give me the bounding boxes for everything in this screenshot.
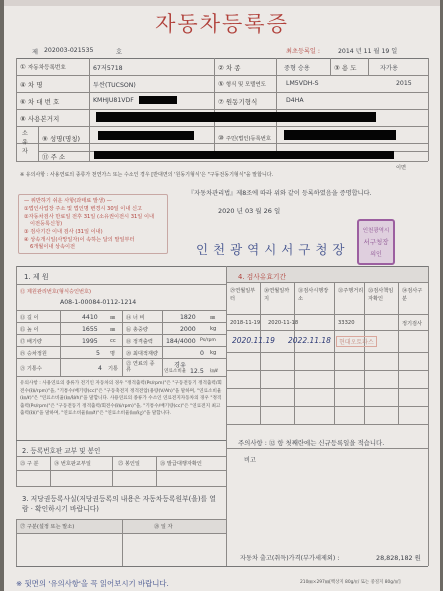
remarks-label: 비고 bbox=[244, 457, 256, 464]
eff-label: 연료소비율 bbox=[164, 369, 187, 374]
issue-date: 2020 년 03 월 26 일 bbox=[218, 207, 281, 215]
redacted-owner-id bbox=[284, 130, 396, 140]
width-value: 1820 bbox=[180, 314, 196, 321]
label-owner-name: ⑨ 성명(명칭) bbox=[42, 135, 81, 143]
insp-col-place: ㉛검사시행장소 bbox=[298, 288, 329, 302]
insp-col-mileage: ㉜주행거리 bbox=[338, 288, 364, 294]
width-unit: ㎜ bbox=[210, 315, 216, 321]
top-bar bbox=[4, 0, 440, 6]
price-value: 28,828,182 원 bbox=[376, 554, 421, 562]
sec2-col-seal-date: ㉕ 봉인일 bbox=[118, 461, 140, 467]
official-seal bbox=[357, 219, 395, 265]
cyl-label: ㉑ 기통수 bbox=[20, 366, 42, 372]
insp-row1-to: 2020-11-18 bbox=[268, 320, 299, 326]
first-reg-date: 2014 년 11 월 19 일 bbox=[338, 48, 398, 55]
price-label: 자동차 출고(취득)가격(부가세제외) : bbox=[240, 555, 340, 562]
seat-value: 5 bbox=[96, 350, 100, 357]
length-unit: ㎜ bbox=[110, 315, 116, 321]
gross-unit: kg bbox=[210, 326, 217, 332]
label-address: ⑪ 주 소 bbox=[42, 153, 66, 161]
mgmt-label: ⑫ 제원관리번호(형식승인번호) bbox=[20, 289, 92, 295]
insp-row2-stamp: 현대오토파스 bbox=[336, 336, 377, 347]
value-engine: D4HA bbox=[286, 97, 304, 104]
insp-row2-from: 2020.11.19 bbox=[232, 336, 275, 345]
label-usage: ③ 용 도 bbox=[334, 64, 357, 72]
power-unit: Ps/rpm bbox=[200, 338, 216, 343]
cert-no: 202003-021535 bbox=[44, 47, 94, 54]
height-unit: ㎜ bbox=[110, 327, 116, 333]
label-base: ⑧ 사용본거지 bbox=[20, 115, 60, 123]
value-model-year: 2015 bbox=[396, 80, 412, 87]
length-label: ⑬ 길 이 bbox=[20, 315, 39, 321]
inspection-title: 4. 검사유효기간 bbox=[238, 273, 287, 281]
redacted-vin bbox=[139, 96, 177, 104]
insp-col-type: ㉞검사구분 bbox=[402, 288, 423, 302]
width-label: ⑭ 너 비 bbox=[126, 315, 145, 321]
load-label: ⑳ 최대적재량 bbox=[126, 351, 158, 357]
act-statement: 『자동차관리법』제8조에 따라 위와 같이 등록하였음을 증명합니다. bbox=[188, 190, 372, 197]
row-num: ① bbox=[20, 63, 26, 71]
row-label: 자동차등록번호 bbox=[27, 65, 66, 71]
insp-row1-type: 정기검사 bbox=[402, 321, 423, 327]
load-unit: kg bbox=[210, 350, 217, 356]
value-car-type: 중형 승용 bbox=[284, 65, 310, 72]
length-value: 4410 bbox=[82, 314, 98, 321]
remarks-notice: 주의사항 : ㉜ 항 첫째란에는 신규등록일을 적습니다. bbox=[238, 439, 385, 447]
gross-label: ⑯ 총중량 bbox=[126, 327, 148, 333]
height-value: 1655 bbox=[82, 326, 98, 333]
disp-unit: cc bbox=[110, 338, 116, 344]
registration-certificate bbox=[4, 0, 440, 591]
eff-value: 12.5 bbox=[190, 368, 204, 375]
load-value: 0 bbox=[200, 350, 204, 357]
seal-line-1: 인천광역시 bbox=[362, 228, 390, 234]
warning-line-6: 6개월이내 상속이전 bbox=[30, 244, 76, 250]
cyl-value: 4 bbox=[98, 365, 102, 372]
value-usage: 자가용 bbox=[380, 65, 398, 72]
insp-row1-from: 2018-11-19 bbox=[230, 320, 261, 326]
label-car-name: ④ 차 명 bbox=[20, 81, 43, 89]
warning-line-1: ①법인사업장 주소 및 법인명 변경시 30일 이내 신고 bbox=[24, 206, 143, 212]
cert-no-suffix: 호 bbox=[116, 49, 122, 56]
insp-row1-mileage: 33320 bbox=[338, 320, 355, 326]
below-note: 이면 bbox=[396, 165, 407, 171]
seal-line-2: 서구청장 bbox=[363, 238, 389, 246]
section3-title: 3. 저당권등록사실(저당권등록의 내용은 자동차등록원부(을)를 열람 · 확인하시기 바랍니다) bbox=[22, 495, 216, 513]
paper-size: 210㎜×297㎜[백상지 80g/㎡ 또는 중질지 80g/㎡] bbox=[300, 580, 401, 585]
label-vin: ⑥ 차 대 번 호 bbox=[20, 98, 60, 106]
fuel-notice: ※ 유의사항 : 사용연료의 종류가 천연가스 또는 수소인 경우 [반대면의 '원동기형식'은 "구동전동기형식"을 말합니다. bbox=[20, 172, 274, 178]
height-label: ⑮ 높 이 bbox=[20, 327, 39, 333]
redacted-address bbox=[94, 151, 394, 159]
seat-label: ⑲ 승차정원 bbox=[20, 351, 47, 357]
mgmt-number: A08-1-00084-0112-1214 bbox=[60, 299, 137, 306]
warning-line-3: 이전등록신청) bbox=[30, 221, 63, 227]
redacted-base bbox=[96, 112, 376, 122]
insp-col-to: ㉚연월일까지 bbox=[264, 288, 290, 302]
insp-col-from: ㉙연월일부터 bbox=[230, 288, 256, 302]
power-value: 184/4000 bbox=[166, 338, 196, 345]
footer-note: ※ 뒷면의 '유의사항'을 꼭 읽어보시기 바랍니다. bbox=[16, 579, 169, 588]
warning-line-2: ②자동차검사 만료일 전후 31일 (소유권이전시 31일 이내 bbox=[24, 214, 154, 220]
specs-title: 1. 제 원 bbox=[24, 273, 49, 281]
seat-unit: 명 bbox=[110, 351, 116, 357]
cyl-unit: 기통 bbox=[108, 366, 119, 372]
section2-title: 2. 등록번호판 교부 및 봉인 bbox=[22, 447, 101, 455]
issuer-name: 인 천 광 역 시 서 구 청 장 bbox=[196, 242, 345, 257]
document-title: 자동차등록증 bbox=[155, 12, 289, 36]
disp-value: 1995 bbox=[82, 338, 98, 345]
power-label: ⑱ 정격출력 bbox=[126, 339, 153, 345]
disp-label: ⑰ 배기량 bbox=[20, 339, 42, 345]
warning-line-4: ③ 검사기간 이내 검사 (31일 이내) bbox=[24, 229, 103, 235]
eff-unit: ㎞/ℓ bbox=[210, 369, 219, 374]
cert-no-label: 제 bbox=[32, 49, 38, 56]
specs-notice: 유의사항 : 사용연료의 종류가 전기인 자동차의 경우 "정격출력(Ps/rpm)"은 "구동전동기 정격출력/회전수(㎾/rpm)"을, "기통수/배기량(cc)"은 "구동축전지 정격전압(용량(V/Ah)"을 말하며, "연료소비율(㎞/ℓ)"은 "연료소비율(㎞/㎾h)"을 말합니다. 사용연료의 종류가 수소인 연료전지자동차의 경우 "정격출력(Ps/rpm)"은 "구동전동기 정격출력/회전수(㎾/rpm)"을, "기통수/배기량(cc)"은 "연료전지 최고출력(㎾)"을 말하며, "연료소비율(㎞/ℓ)"은 "연료소비율(㎞/㎏)"을 말합니다. bbox=[20, 381, 222, 417]
value-vin: KMHJU81VDF bbox=[93, 97, 134, 104]
label-owner-id: ⑩ 주민(법인)등록번호 bbox=[218, 134, 271, 142]
sec2-col-type: ㉓ 구 분 bbox=[20, 461, 39, 467]
insp-col-officer: ㉝검사책임자확인 bbox=[368, 288, 394, 302]
redacted-owner-name bbox=[98, 131, 194, 140]
value-reg-number: 67저5718 bbox=[93, 65, 123, 72]
label-model: ⑤ 형식 및 모델연도 bbox=[218, 80, 266, 88]
fuel-value: 경유 bbox=[174, 362, 186, 369]
warning-line-5: ④ 상속개시일(사망일자)이 속하는 달의 말일부터 bbox=[24, 237, 135, 243]
sec3-col-date: ㉘ 일 자 bbox=[154, 524, 173, 530]
first-reg-label: 최초등록일 : bbox=[286, 48, 320, 55]
value-model: LM5VDH-S bbox=[286, 80, 319, 87]
fuel-label: ㉒ 연료의 종류 bbox=[126, 361, 155, 373]
insp-row2-to: 2022.11.18 bbox=[288, 336, 331, 345]
label-engine: ⑦ 원동기형식 bbox=[218, 98, 258, 106]
sec3-col-type: ㉗ 구분(설정 또는 말소) bbox=[20, 524, 75, 530]
label-car-type: ② 차 종 bbox=[218, 64, 241, 72]
label-reg-number bbox=[20, 63, 66, 71]
sec2-col-plate-date: ㉔ 번호판교부일 bbox=[54, 461, 91, 467]
sec2-col-agent: ㉖ 발급대행자확인 bbox=[160, 461, 202, 467]
owner-label: 소유자 bbox=[22, 130, 28, 155]
seal-line-3: 의인 bbox=[370, 251, 382, 258]
value-car-name: 투싼(TUCSON) bbox=[93, 82, 136, 89]
gross-value: 2000 bbox=[180, 326, 196, 333]
warning-title: — 위반하기 쉬운 사항(과태료 발생) — bbox=[24, 198, 112, 204]
